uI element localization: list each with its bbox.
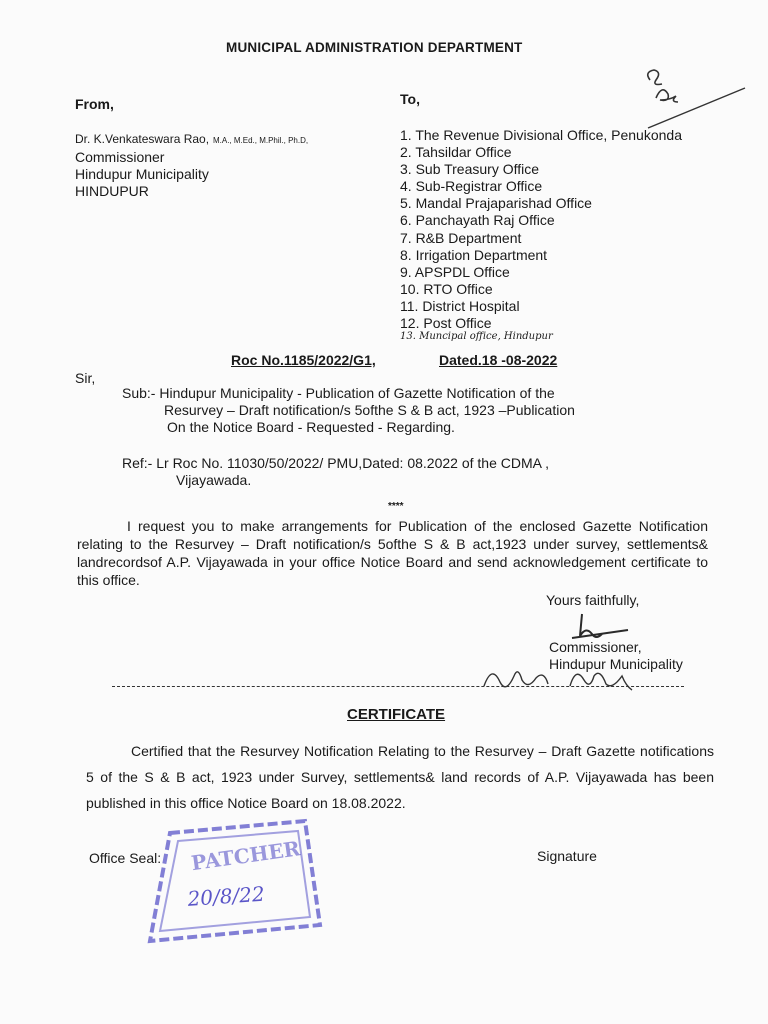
recipient-item: 11. District Hospital xyxy=(400,297,520,314)
sender-office: Hindupur Municipality xyxy=(75,166,209,182)
salutation: Sir, xyxy=(75,370,96,386)
separator-stars: **** xyxy=(388,501,404,512)
sender-city: HINDUPUR xyxy=(75,183,149,199)
recipient-handwritten-item: 13. Muncipal office, Hindupur xyxy=(400,331,553,343)
roc-number: Roc No.1185/2022/G1, xyxy=(231,352,376,368)
initials-scribble-icon xyxy=(478,656,658,702)
sender-block xyxy=(75,130,308,200)
recipient-item: 12. Post Office xyxy=(400,315,492,332)
sender-qualifications: M.A., M.Ed., M.Phil., Ph.D, xyxy=(212,136,309,145)
letter-date: Dated.18 -08-2022 xyxy=(439,352,558,368)
stamp-text: PATCHER xyxy=(189,836,302,876)
signatory-office: Hindupur Municipality xyxy=(549,656,683,672)
recipient-item: 8. Irrigation Department xyxy=(400,246,548,263)
certificate-title: CERTIFICATE xyxy=(347,706,446,723)
stamp-handwritten-date: 20/8/22 xyxy=(186,881,266,911)
signature-label: Signature xyxy=(537,848,597,864)
recipient-item: 6. Panchayath Raj Office xyxy=(400,212,555,229)
section-divider xyxy=(112,686,684,687)
office-seal-stamp-icon xyxy=(130,815,330,945)
letter-body: I request you to make arrangements for Publication of the enclosed Gazette Notification relating to the Resurvey – Draft notification/s 5ofthe S & B act,1923 under survey, settlements& landrecordsof A.P. Vijayawada in your office Notice Board and send acknowledgement certificate to this office. xyxy=(77,518,708,588)
recipient-item: 2. Tahsildar Office xyxy=(400,144,512,161)
sender-designation: Commissioner xyxy=(75,149,165,165)
recipient-item: 4. Sub-Registrar Office xyxy=(400,178,543,195)
department-heading: MUNICIPAL ADMINISTRATION DEPARTMENT xyxy=(226,40,523,55)
closing: Yours faithfully, xyxy=(546,592,640,608)
subject-line: Resurvey – Draft notification/s 5ofthe S & B act, 1923 –Publication xyxy=(164,402,575,418)
office-seal-label: Office Seal: xyxy=(89,850,162,866)
subject-block xyxy=(122,385,575,436)
initials-mark-icon xyxy=(640,66,750,136)
recipient-item: 1. The Revenue Divisional Office, Penukonda xyxy=(400,127,682,143)
to-label: To, xyxy=(400,91,420,107)
subject-line: On the Notice Board - Requested - Regarding. xyxy=(167,419,455,435)
subject-line: Sub:- Hindupur Municipality - Publication of Gazette Notification of the xyxy=(122,385,555,401)
reference-line: Vijayawada. xyxy=(176,472,252,488)
from-label: From, xyxy=(75,96,114,112)
recipient-item: 5. Mandal Prajaparishad Office xyxy=(400,195,592,212)
recipient-item: 10. RTO Office xyxy=(400,280,493,297)
recipient-item: 7. R&B Department xyxy=(400,229,522,246)
recipient-list xyxy=(400,127,682,342)
recipient-item: 3. Sub Treasury Office xyxy=(400,161,540,178)
sender-name: Dr. K.Venkateswara Rao, xyxy=(75,132,210,146)
reference-line: Ref:- Lr Roc No. 11030/50/2022/ PMU,Dated: 08.2022 of the CDMA , xyxy=(122,455,549,471)
recipient-item: 9. APSPDL Office xyxy=(400,263,510,280)
certificate-text: Certified that the Resurvey Notification Relating to the Resurvey – Draft Gazette notifications 5 of the S & B act, 1923 under Survey, settlements& land records of A.P. Vijayawada has been published in this office Notice Board on 18.08.2022. xyxy=(86,743,714,811)
signatory-title: Commissioner, xyxy=(549,639,642,655)
reference-block xyxy=(122,455,549,489)
